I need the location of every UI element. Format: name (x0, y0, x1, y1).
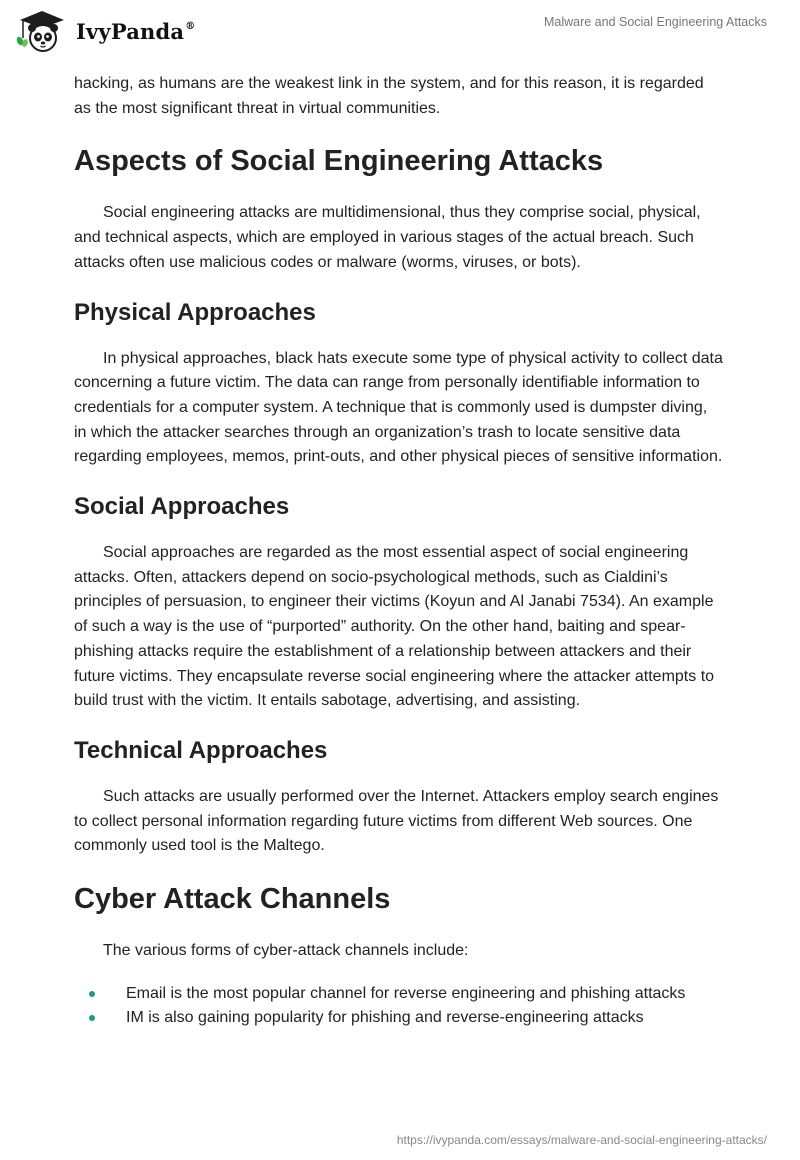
heading-technical-approaches: Technical Approaches (74, 736, 328, 764)
paragraph-aspects: Social engineering attacks are multidimensional, thus they comprise social, physical, and technical aspects, which are employed in various stages of the actual breach. Such attacks often use malicious codes or malware (worms, viruses, or bots). (74, 204, 701, 271)
list-item (74, 982, 724, 1007)
panda-icon (14, 8, 70, 54)
list-item (74, 1006, 724, 1031)
heading-social-approaches: Social Approaches (74, 493, 290, 521)
page-header (0, 0, 800, 60)
channels-list (74, 982, 724, 1031)
bullet-dot-icon (89, 1015, 95, 1021)
list-item-text: IM is also gaining popularity for phishing and reverse-engineering attacks (126, 1009, 644, 1027)
list-item-text: Email is the most popular channel for reverse engineering and phishing attacks (126, 984, 686, 1002)
paragraph-physical-approaches: In physical approaches, black hats execute some type of physical activity to collect data concerning a future victim. The data can range from personally identifiable information to credentials for a computer system. A technique that is commonly used is dumpster diving, in which the attacker searches through an organization’s trash to locate sensitive data regarding employees, memos, print-outs, and other physical pieces of sensitive information. (74, 349, 723, 466)
heading-cyber-attack-channels: Cyber Attack Channels (74, 883, 391, 916)
heading-physical-approaches: Physical Approaches (74, 298, 316, 326)
paragraph-cyber-attack-channels: The various forms of cyber-attack channels include: (103, 942, 469, 960)
bullet-dot-icon (89, 991, 95, 997)
paragraph-technical-approaches: Such attacks are usually performed over the Internet. Attackers employ search engines to collect personal information regarding future victims from different Web sources. One commonly used tool is the Maltego. (74, 787, 719, 855)
ivypanda-logo[interactable] (14, 8, 195, 54)
brand-name: IvyPanda® (76, 18, 196, 44)
essay-content (74, 72, 724, 1031)
source-url[interactable]: https://ivypanda.com/essays/malware-and-social-engineering-attacks/ (396, 1133, 767, 1147)
intro-paragraph: hacking, as humans are the weakest link in the system, and for this reason, it is regarded as the most significant threat in virtual communities. (74, 75, 704, 117)
document-title: Malware and Social Engineering Attacks (543, 15, 767, 29)
paragraph-social-approaches: Social approaches are regarded as the most essential aspect of social engineering attacks. Often, attackers depend on socio-psychological methods, such as Cialdini’s principles of persuasion, to engineer their victims (Koyun and Al Janabi 7534). An example of such a way is the use of “purported” authority. On the other hand, baiting and spear-phishing attacks require the establishment of a relationship between attackers and their future victims. They encapsulate reverse social engineering where the attacker attempts to build trust with the victim. It entails sabotage, advertising, and assisting. (74, 544, 715, 710)
heading-aspects: Aspects of Social Engineering Attacks (74, 145, 604, 178)
